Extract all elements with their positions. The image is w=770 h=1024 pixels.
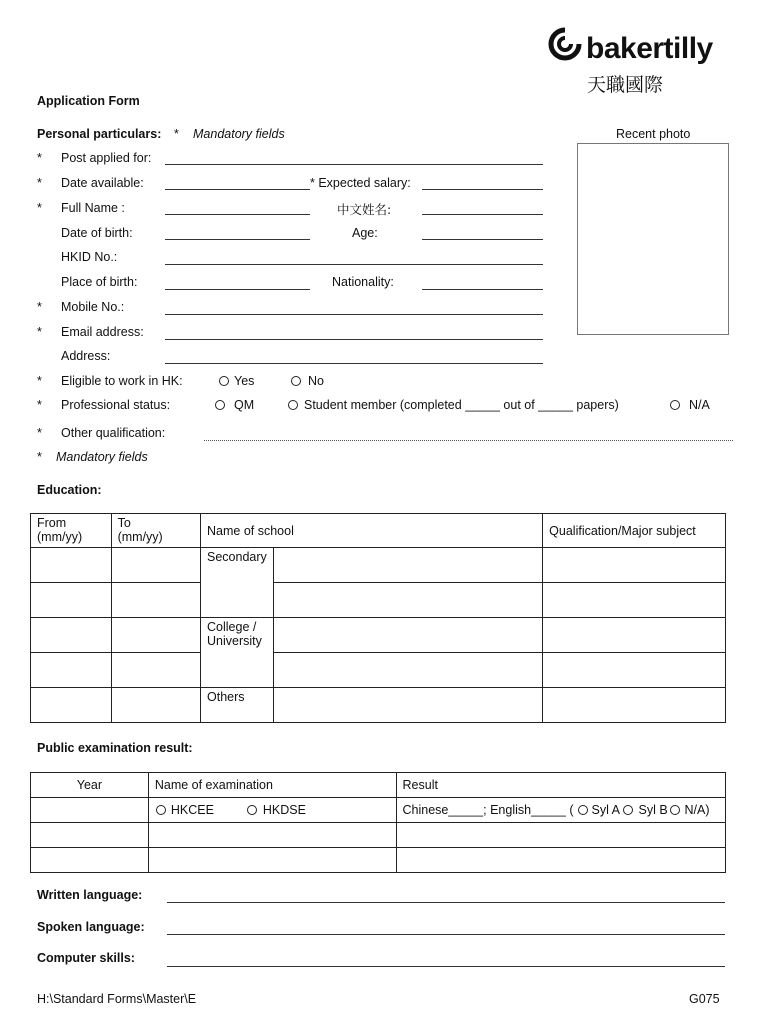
table-cell[interactable] [111,583,200,618]
syl-a-label: Syl A [591,803,621,817]
date-available-field[interactable] [165,189,310,190]
table-cell[interactable] [31,548,112,583]
post-applied-label: Post applied for: [61,151,152,165]
hkdse-radio[interactable] [247,805,257,815]
table-cell[interactable] [273,548,542,583]
table-cell[interactable] [148,848,396,873]
professional-label: Professional status: [61,398,171,412]
dob-field[interactable] [165,239,310,240]
syl-b-radio[interactable] [623,805,633,815]
computer-skills-field[interactable] [167,966,725,967]
table-cell[interactable] [111,653,200,688]
table-cell[interactable] [273,653,542,688]
mobile-label: Mobile No.: [61,300,125,314]
logo-chinese: 天職國際 [587,74,664,96]
address-label: Address: [61,349,111,363]
hkid-label: HKID No.: [61,250,118,264]
table-cell[interactable] [31,798,149,823]
eligible-no-label: No [308,374,324,388]
dob-label: Date of birth: [61,226,133,240]
na-radio[interactable] [670,400,680,410]
qm-label: QM [234,398,255,412]
col-exam-name: Name of examination [148,773,396,798]
col-school: Name of school [201,514,543,548]
exam-heading: Public examination result: [37,741,193,755]
footer-path: H:\Standard Forms\Master\E [37,992,197,1006]
mandatory-footer: Mandatory fields [56,450,148,464]
mandatory-star: * [174,127,179,141]
table-cell[interactable] [543,688,726,723]
eligible-label: Eligible to work in HK: [61,374,183,388]
star: * [37,325,42,339]
table-cell[interactable] [396,823,725,848]
table-cell[interactable] [273,583,542,618]
chinese-name-label: 中文姓名: [337,202,392,217]
expected-salary-label: * Expected salary: [310,176,411,190]
education-heading: Education: [37,483,102,497]
table-cell[interactable] [396,848,725,873]
table-cell[interactable] [543,618,726,653]
photo-box[interactable] [577,143,729,335]
chinese-name-field[interactable] [422,214,543,215]
other-qualification-field[interactable] [204,440,733,441]
na-label: N/A [689,398,710,412]
spoken-language-label: Spoken language: [37,920,145,934]
star: * [37,300,42,314]
others-label: Others [201,688,274,723]
table-cell[interactable] [111,618,200,653]
place-of-birth-field[interactable] [165,289,310,290]
table-cell[interactable] [273,618,542,653]
personal-heading: Personal particulars: [37,127,162,141]
mobile-field[interactable] [165,314,543,315]
full-name-label: Full Name : [61,201,125,215]
address-field[interactable] [165,363,543,364]
hkcee-radio[interactable] [156,805,166,815]
eligible-yes-label: Yes [234,374,255,388]
eligible-yes-radio[interactable] [219,376,229,386]
written-language-field[interactable] [167,902,725,903]
student-member-radio[interactable] [288,400,298,410]
footer-code: G075 [689,992,720,1006]
secondary-label: Secondary [201,548,274,618]
exam-type-cell [148,798,396,823]
table-cell[interactable] [273,688,542,723]
age-field[interactable] [422,239,543,240]
star: * [37,398,42,412]
table-cell[interactable] [31,848,149,873]
col-result: Result [396,773,725,798]
syl-a-radio[interactable] [578,805,588,815]
nationality-label: Nationality: [332,275,394,289]
syl-b-label: Syl B [638,803,668,817]
table-cell[interactable] [111,548,200,583]
age-label: Age: [352,226,378,240]
hkid-field[interactable] [165,264,543,265]
qm-radio[interactable] [215,400,225,410]
form-title: Application Form [37,94,140,108]
full-name-field[interactable] [165,214,310,215]
expected-salary-field[interactable] [422,189,543,190]
college-label: College / University [201,618,274,688]
star: * [37,151,42,165]
result-cell [396,798,725,823]
email-field[interactable] [165,339,543,340]
table-cell[interactable] [31,823,149,848]
col-from: From (mm/yy) [31,514,112,548]
star: * [37,450,42,464]
eligible-no-radio[interactable] [291,376,301,386]
col-year: Year [31,773,149,798]
exam-na-radio[interactable] [670,805,680,815]
exam-table [30,772,726,873]
bakertilly-logo-icon [548,27,582,61]
table-cell[interactable] [31,618,112,653]
other-qualification-label: Other qualification: [61,426,166,440]
date-available-label: Date available: [61,176,144,190]
table-cell[interactable] [543,583,726,618]
table-cell[interactable] [31,653,112,688]
post-applied-field[interactable] [165,164,543,165]
recent-photo-label: Recent photo [616,127,691,141]
hkcee-label: HKCEE [170,803,214,817]
student-member-label: Student member (completed _____ out of _____ papers) [304,398,619,412]
table-cell[interactable] [31,583,112,618]
table-cell[interactable] [111,688,200,723]
computer-skills-label: Computer skills: [37,951,135,965]
table-cell[interactable] [543,653,726,688]
spoken-language-field[interactable] [167,934,725,935]
mandatory-note: Mandatory fields [193,127,285,141]
hkdse-label: HKDSE [262,803,306,817]
col-qual: Qualification/Major subject [543,514,726,548]
place-of-birth-label: Place of birth: [61,275,138,289]
exam-na-label: N/A) [684,803,710,817]
email-label: Email address: [61,325,144,339]
table-cell[interactable] [31,688,112,723]
star: * [37,176,42,190]
nationality-field[interactable] [422,289,543,290]
star: * [37,201,42,215]
col-to: To (mm/yy) [111,514,200,548]
result-prefix: Chinese_____; English_____ ( [402,803,574,817]
education-table [30,513,726,723]
table-cell[interactable] [148,823,396,848]
table-cell[interactable] [543,548,726,583]
written-language-label: Written language: [37,888,143,902]
star: * [37,374,42,388]
logo-brand: bakertilly [586,32,713,65]
star: * [37,426,42,440]
